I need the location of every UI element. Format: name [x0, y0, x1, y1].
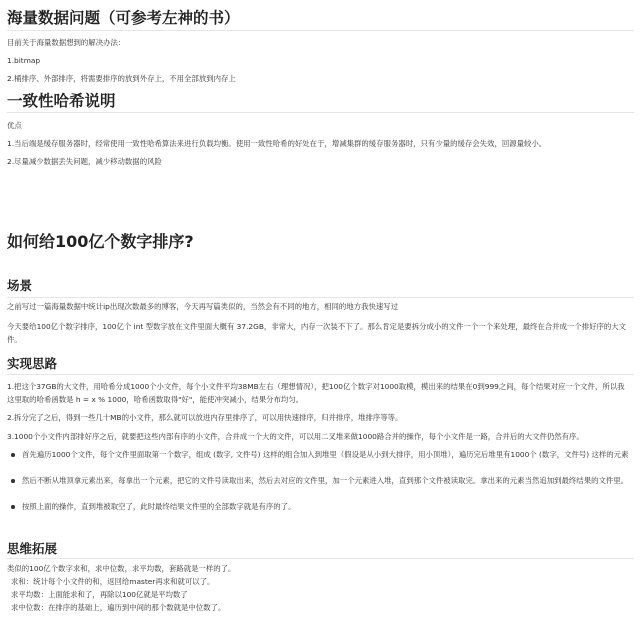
extension-line: 求中位数：在排序的基础上，遍历到中间的那个数就是中位数了。: [11, 603, 226, 612]
extension-line: 类似的100亿个数字求和，求中位数，求平均数，套路就是一样的了。: [7, 564, 236, 573]
extension-line: 求和：统计每个小文件的和，返回给master再求和就可以了。: [11, 577, 215, 586]
approach-paragraph: 1.把这个37GB的大文件，用哈希分成1000个小文件，每个小文件平均38MB左右（理想情况），把100亿个数字对1000取模，模出来的结果在0到999之间，每个结果对应一个文件，所以我这里取的哈希函数是 h = x % 1000，哈希函数取得"好"，能使冲突减小，结果分布均匀。: [7, 382, 625, 404]
bullet-dot-icon: [11, 453, 15, 457]
section-divider: [7, 112, 634, 113]
approach-paragraph: 2.拆分完了之后，得到一些几十MB的小文件，那么就可以放进内存里排序了，可以用快速排序，归并排序，堆排序等等。: [7, 413, 403, 422]
subsection-divider: [7, 297, 634, 298]
list-item: 2.桶排序、外部排序，将需要排序的放到外存上，不用全部放到内存上: [7, 74, 236, 83]
scene-paragraph: 今天要给100亿个数字排序，100亿个 int 型数字放在文件里面大概有 37.2GB，非常大，内存一次装不下了。那么肯定是要拆分成小的文件一个一个来处理，最终在合并成一个排好序的大文件。: [7, 322, 627, 344]
list-item: [22, 449, 630, 461]
subsection-divider: [7, 558, 634, 559]
list-item: 1.bitmap: [7, 56, 41, 65]
advantages-label: 优点: [7, 121, 22, 130]
scene-paragraph: 之前写过一篇海量数据中统计ip出现次数最多的博客，今天再写篇类似的，当然会有不同的地方，相同的地方我快速写过: [7, 302, 399, 311]
intro-text: 目前关于海量数据想到的解决办法：: [7, 38, 126, 47]
section-title-consistent-hashing: 一致性哈希说明: [7, 92, 116, 110]
bullet-dot-icon: [11, 505, 15, 509]
subsection-divider: [7, 374, 634, 375]
list-item: [22, 475, 630, 487]
approach-paragraph: 3.1000个小文件内部排好序之后，就要把这些内部有序的小文件，合并成一个大的文件，可以用二叉堆来做1000路合并的操作，每个小文件是一路，合并后的大文件仍然有序。: [7, 432, 584, 441]
section-divider: [7, 30, 634, 31]
extension-line: 求平均数：上面能求和了，再除以100亿就是平均数了: [11, 590, 188, 599]
list-item: 1.当后端是缓存服务器时，经常使用一致性哈希算法来进行负载均衡。使用一致性哈希的好处在于，增减集群的缓存服务器时，只有少量的缓存会失效，回源量较小。: [7, 139, 547, 148]
section-title-massive-data: 海量数据问题（可参考左神的书）: [7, 9, 240, 27]
subheading-approach: 实现思路: [7, 356, 58, 371]
bullet-text: 首先遍历1000个文件，每个文件里面取第一个数字，组成 (数字, 文件号) 这样的组合加入到堆里（假设是从小到大排序，用小顶堆），遍历完后堆里有1000个 (数字，文件号) 这样的元素: [22, 450, 629, 459]
section-title-sort-10-billion: 如何给100亿个数字排序?: [7, 232, 194, 251]
list-item: [22, 501, 630, 513]
bullet-text: 按照上面的操作，直到堆被取空了，此时最终结果文件里的全部数字就是有序的了。: [22, 502, 296, 511]
subheading-extension: 思维拓展: [7, 541, 58, 556]
bullet-dot-icon: [11, 479, 15, 483]
bullet-text: 然后不断从堆顶拿元素出来，每拿出一个元素，把它的文件号读取出来，然后去对应的文件里，加一个元素进入堆，直到那个文件被读取完。拿出来的元素当然追加到最终结果的文件里。: [22, 476, 629, 485]
list-item: 2.尽量减少数据丢失问题，减少移动数据的风险: [7, 157, 162, 166]
subheading-scene: 场景: [7, 278, 33, 293]
